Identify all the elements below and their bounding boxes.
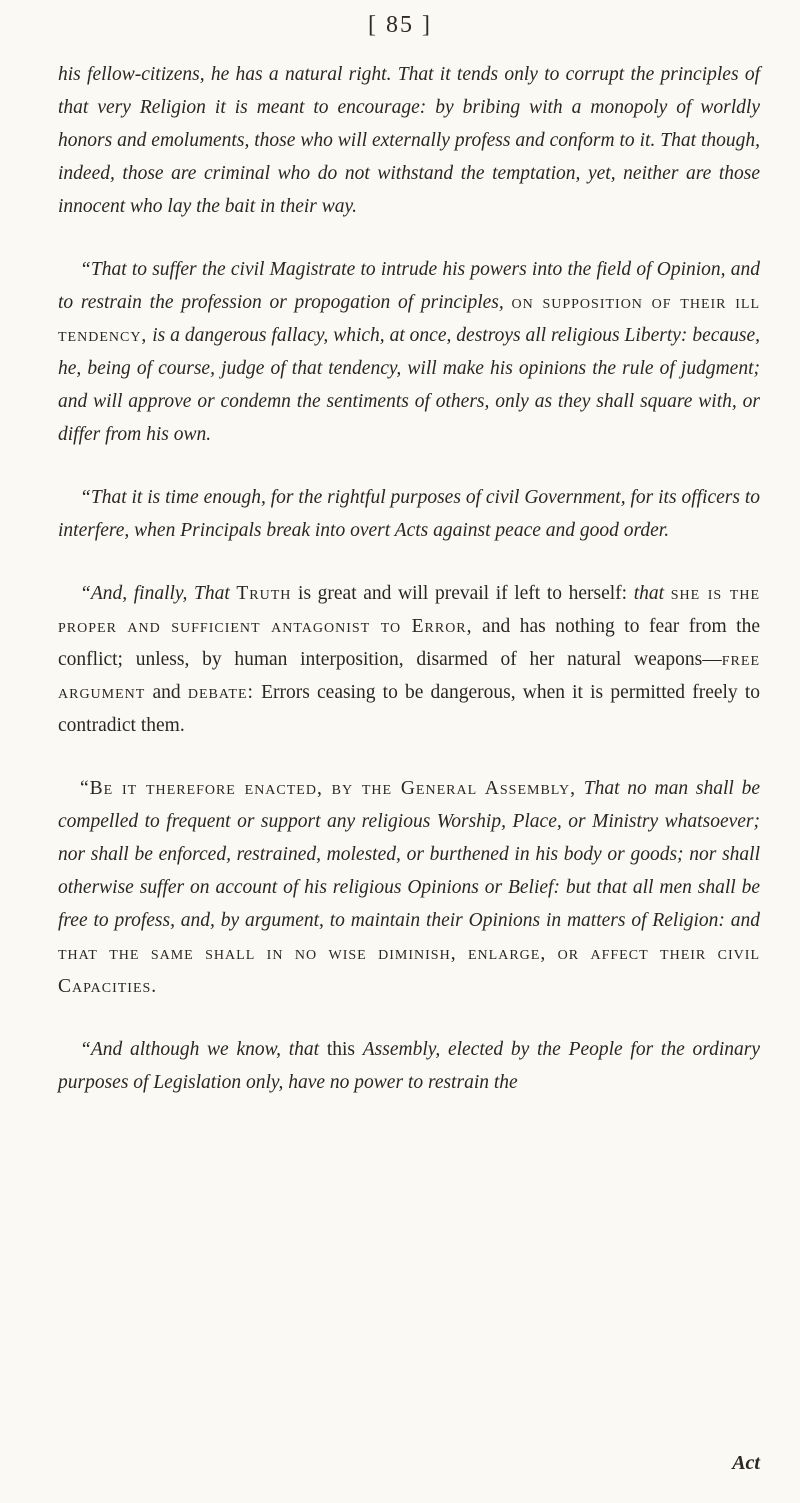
catchword: Act [732,1452,760,1474]
italic-phrase: “And although we know, that [80,1039,320,1060]
small-caps-phrase: “Be it therefore enacted, by the General Assembly, [80,778,576,799]
paragraph-text: Errors ceasing to be dangerous, when it is permitted freely to contradict them. [58,682,761,736]
page-number: [ 85 ] [368,12,432,38]
paragraph-continuation [58,58,760,223]
small-caps-phrase: on supposition of their ill tendency, [58,292,760,346]
paragraph-text: is a dangerous fallacy, which, at once, destroys all religious Liberty: because, he, being of course, judge of that tendency, will make his opinions the rule of judgment; and will approve or condemn the sentiments of others, only as they shall square with, or differ from his own. [58,325,760,445]
paragraph-text: his fellow-citizens, he has a natural right. That it tends only to corrupt the principles of that very Religion it is meant to encourage: by bribing with a monopoly of worldly honors and emoluments, those who will externally profess and conform to it. That though, indeed, those are criminal who do not withstand the temptation, yet, neither are those innocent who lay the bait in their way. [58,64,760,217]
paragraph-text: and has nothing to fear from the conflict; unless, by human interposition, disarmed of her natural weapons— [58,616,761,670]
small-caps-phrase: Truth [236,583,292,604]
paragraph-civil-government [58,481,760,547]
italic-phrase: Assembly, elected by the People for the ordinary purposes of Legislation only, have no power to restrain the [58,1039,760,1093]
paragraph-text: is great and will prevail if left to herself: [298,583,628,604]
body-text [58,58,760,1129]
paragraph-text: “That it is time enough, for the rightful purposes of civil Government, for its officers to interfere, when Principals break into overt Acts against peace and good order. [58,487,760,541]
italic-phrase: “And, finally, That [80,583,230,604]
small-caps-phrase: free argument [58,649,760,703]
italic-phrase: That no man shall be compelled to frequent or support any religious Worship, Place, or Ministry whatsoever; nor shall be enforced, restrained, molested, or burthened in his body or goods; nor shall otherwise suffer on account of his religious Opinions or Belief: but that all men shall be free to profess, and, by argument, to maintain their Opinions in matters of Religion: and [58,778,761,931]
small-caps-phrase: she is the proper and sufficient antagonist to Error, [58,583,761,637]
paragraph-magistrate [58,253,760,451]
paragraph-text: and [152,682,181,703]
paragraph-truth [58,577,760,742]
small-caps-phrase: debate: [187,682,254,703]
italic-phrase: that [633,583,665,604]
small-caps-phrase: that the same shall in no wise diminish, enlarge, or affect their civil Capacities. [58,943,760,997]
paragraph-text: this [326,1039,356,1060]
paragraph-enactment [58,772,760,1003]
paragraph-assembly [58,1033,760,1099]
paragraph-text: “That to suffer the civil Magistrate to intrude his powers into the field of Opinion, and to restrain the profession or propogation of principles, [58,259,760,313]
